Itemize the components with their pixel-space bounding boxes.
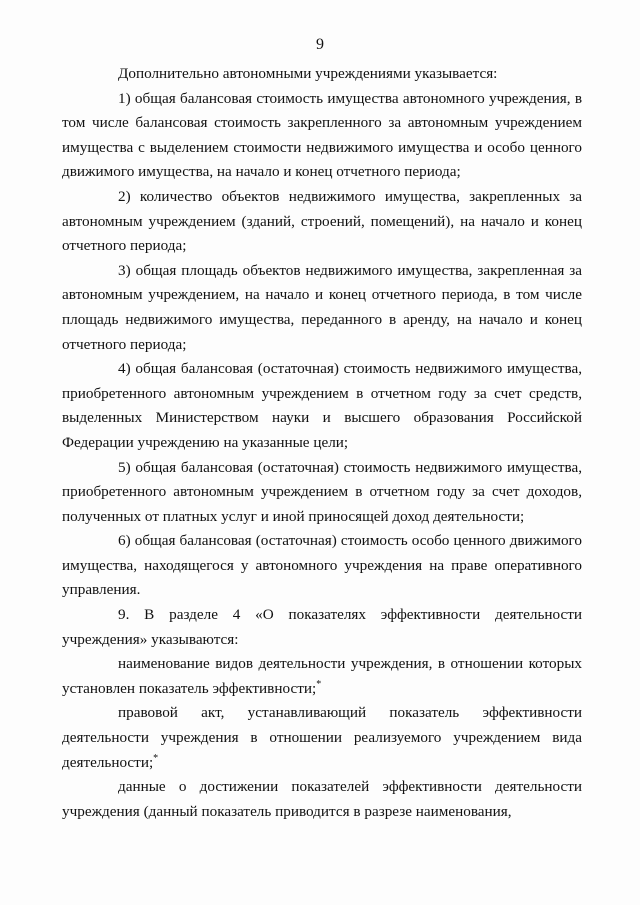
list-item: 5) общая балансовая (остаточная) стоимость недвижимого имущества, приобретенного автономным учреждением в отчетном году за счет доходов, полученных от платных услуг и иной приносящей доход деятельности; [62,458,582,525]
intro-paragraph: Дополнительно автономными учреждениями указывается: [118,65,498,82]
section-9-heading: 9. В разделе 4 «О показателях эффективности деятельности учреждения» указываются: [62,606,582,648]
document-body [62,62,582,824]
section-9-item-text: правовой акт, устанавливающий показатель эффективности деятельности учреждения в отношении реализуемого учреждением вида деятельности; [62,704,582,771]
section-9-item-text: данные о достижении показателей эффективности деятельности учреждения (данный показатель приводится в разрезе наименования, [62,778,582,820]
list-item: 6) общая балансовая (остаточная) стоимость особо ценного движимого имущества, находящегося у автономного учреждения на праве оперативного управления. [62,532,582,599]
footnote-mark: * [153,752,159,764]
footnote-mark: * [316,678,322,690]
list-item: 4) общая балансовая (остаточная) стоимость недвижимого имущества, приобретенного автономным учреждением в отчетном году за счет средств, выделенных Министерством науки и высшего образования Российской Федерации учреждению на указанные цели; [62,360,582,451]
section-9-item-text: наименование видов деятельности учреждения, в отношении которых установлен показатель эффективности; [62,655,582,697]
list-item: 1) общая балансовая стоимость имущества автономного учреждения, в том числе балансовая стоимость закрепленного за автономным учреждением имущества с выделением стоимости недвижимого имущества и особо ценного движимого имущества, на начало и конец отчетного периода; [62,89,582,181]
section-9-item [62,701,582,775]
list-item: 3) общая площадь объектов недвижимого имущества, закрепленная за автономным учреждением, на начало и конец отчетного периода, в том числе площадь недвижимого имущества, переданного в аренду, на начало и конец отчетного периода; [62,261,582,353]
page-number: 9 [316,36,324,53]
section-9-item [62,775,582,824]
section-9-item [62,652,582,701]
list-item: 2) количество объектов недвижимого имущества, закрепленных за автономным учреждением (зданий, строений, помещений), на начало и конец отчетного периода; [62,187,582,255]
